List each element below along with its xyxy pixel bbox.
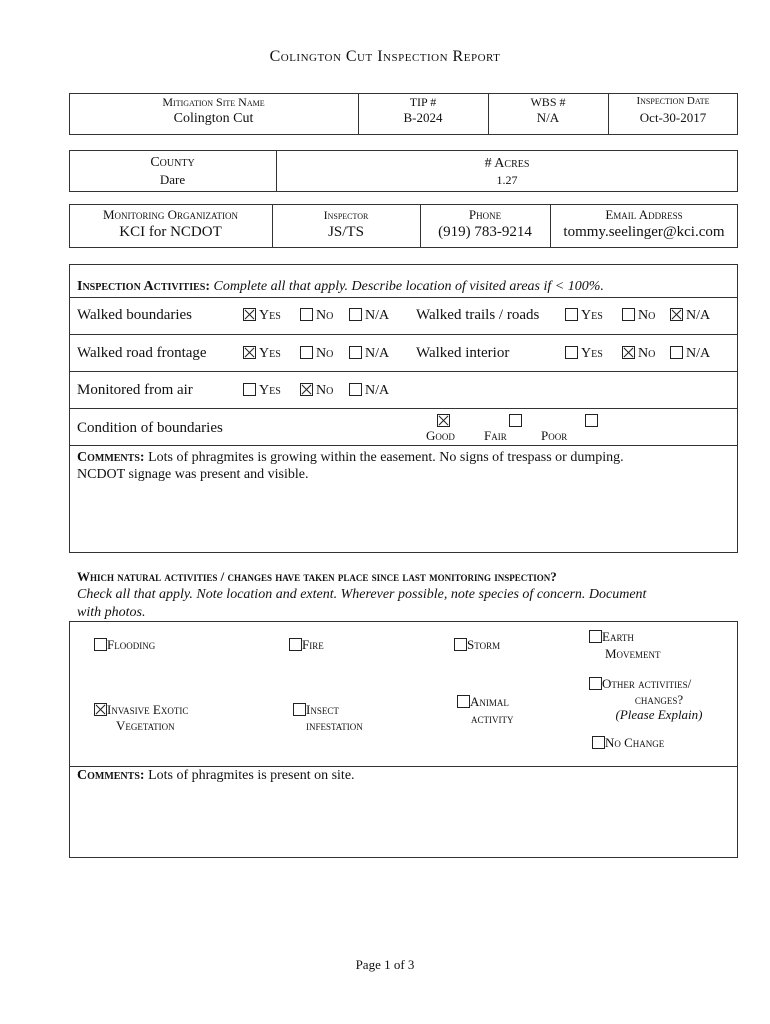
option-yes-label: Yes	[259, 308, 281, 323]
earth-movement-checkbox[interactable]	[589, 630, 602, 643]
other-please-explain: (Please Explain)	[615, 707, 703, 722]
walked-boundaries-no-checkbox[interactable]	[300, 308, 313, 321]
condition-fair-label: Fair	[484, 428, 507, 443]
natural-instructions-line2: with photos.	[77, 605, 146, 620]
inspection-activities-heading: Inspection Activities:	[77, 279, 210, 294]
insect-label-line2: infestation	[306, 718, 363, 733]
walked-road-frontage-no-checkbox[interactable]	[300, 346, 313, 359]
walked-interior-no-checkbox[interactable]	[622, 346, 635, 359]
option-yes-label: Yes	[259, 383, 281, 398]
inspector-value: JS/TS	[328, 224, 364, 240]
report-title: Colington Cut Inspection Report	[269, 48, 501, 65]
animal-activity-checkbox[interactable]	[457, 695, 470, 708]
invasive-label-line2: Vegetation	[116, 718, 175, 733]
option-na-label: N/A	[365, 308, 390, 323]
invasive-label-line1: Invasive Exotic	[107, 702, 189, 717]
inspection-date-label: Inspection Date	[636, 95, 710, 107]
walked-interior-na-checkbox[interactable]	[670, 346, 683, 359]
walked-interior-yes-checkbox[interactable]	[565, 346, 578, 359]
email-value: tommy.seelinger@kci.com	[563, 224, 725, 240]
walked-boundaries-yes-checkbox[interactable]	[243, 308, 256, 321]
condition-good-checkbox[interactable]	[437, 414, 450, 427]
monitored-air-no-checkbox[interactable]	[300, 383, 313, 396]
walked-trails-no-checkbox[interactable]	[622, 308, 635, 321]
storm-checkbox[interactable]	[454, 638, 467, 651]
natural-instructions-line1: Check all that apply. Note location and extent. Wherever possible, note species of concern. Document	[77, 587, 647, 602]
walked-boundaries-label: Walked boundaries	[77, 307, 193, 323]
page-number: Page 1 of 3	[355, 957, 415, 972]
option-yes-label: Yes	[581, 346, 603, 361]
acres-label: # Acres	[484, 156, 530, 171]
walked-trails-yes-checkbox[interactable]	[565, 308, 578, 321]
option-yes-label: Yes	[259, 346, 281, 361]
phone-value: (919) 783-9214	[438, 224, 532, 240]
inspector-label: Inspector	[323, 208, 369, 222]
condition-good-label: Good	[426, 428, 455, 443]
option-no-label: No	[316, 383, 334, 398]
phone-label: Phone	[468, 207, 502, 222]
inspection-comments-line1: Lots of phragmites is growing within the easement. No signs of trespass or dumping.	[148, 450, 624, 465]
condition-poor-checkbox[interactable]	[585, 414, 598, 427]
walked-road-frontage-na-checkbox[interactable]	[349, 346, 362, 359]
inspection-activities-instructions: Complete all that apply. Describe location of visited areas if < 100%.	[213, 279, 604, 294]
insect-infestation-checkbox[interactable]	[293, 703, 306, 716]
county-value: Dare	[159, 172, 186, 187]
insect-label-line1: Insect	[306, 702, 339, 717]
earth-movement-label-line1: Earth	[602, 629, 634, 644]
other-label-line2: changes?	[634, 692, 684, 707]
walked-trails-label: Walked trails / roads	[416, 307, 540, 323]
county-label: County	[150, 155, 195, 170]
no-change-checkbox[interactable]	[592, 736, 605, 749]
option-no-label: No	[638, 346, 656, 361]
option-na-label: N/A	[365, 383, 390, 398]
acres-value: 1.27	[496, 173, 518, 187]
option-na-label: N/A	[686, 346, 711, 361]
wbs-label: WBS #	[530, 95, 566, 109]
tip-label: TIP #	[409, 95, 437, 109]
walked-road-frontage-label: Walked road frontage	[77, 345, 207, 361]
option-na-label: N/A	[365, 346, 390, 361]
other-label-line1: Other activities/	[602, 676, 692, 691]
email-label: Email Address	[605, 207, 683, 222]
inspection-date-value: Oct-30-2017	[639, 110, 707, 125]
animal-label-line1: Animal	[470, 694, 509, 709]
natural-activities-heading: Which natural activities / changes have taken place since last monitoring inspection?	[77, 569, 557, 584]
fire-checkbox[interactable]	[289, 638, 302, 651]
animal-label-line2: activity	[471, 711, 514, 726]
flooding-label: Flooding	[107, 637, 156, 652]
condition-poor-label: Poor	[541, 428, 568, 443]
monitored-air-yes-checkbox[interactable]	[243, 383, 256, 396]
walked-trails-na-checkbox[interactable]	[670, 308, 683, 321]
walked-boundaries-na-checkbox[interactable]	[349, 308, 362, 321]
condition-of-boundaries-label: Condition of boundaries	[77, 420, 223, 436]
organization-label: Monitoring Organization	[102, 207, 239, 222]
walked-interior-label: Walked interior	[416, 345, 510, 361]
invasive-exotic-vegetation-checkbox[interactable]	[94, 703, 107, 716]
option-no-label: No	[316, 308, 334, 323]
storm-label: Storm	[467, 637, 501, 652]
monitored-air-na-checkbox[interactable]	[349, 383, 362, 396]
other-activities-checkbox[interactable]	[589, 677, 602, 690]
option-na-label: N/A	[686, 308, 711, 323]
fire-label: Fire	[302, 637, 324, 652]
natural-comments-text: Lots of phragmites is present on site.	[148, 768, 355, 783]
monitored-from-air-label: Monitored from air	[77, 382, 193, 398]
walked-road-frontage-yes-checkbox[interactable]	[243, 346, 256, 359]
organization-value: KCI for NCDOT	[119, 224, 222, 240]
option-yes-label: Yes	[581, 308, 603, 323]
earth-movement-label-line2: Movement	[605, 646, 661, 661]
condition-fair-checkbox[interactable]	[509, 414, 522, 427]
inspection-comments-line2: NCDOT signage was present and visible.	[77, 467, 309, 482]
site-name-label: Mitigation Site Name	[162, 95, 265, 109]
flooding-checkbox[interactable]	[94, 638, 107, 651]
wbs-value: N/A	[536, 110, 560, 125]
site-name-value: Colington Cut	[173, 111, 254, 126]
option-no-label: No	[316, 346, 334, 361]
tip-value: B-2024	[403, 110, 443, 125]
option-no-label: No	[638, 308, 656, 323]
natural-comments-label: Comments:	[77, 768, 145, 783]
comments-label: Comments:	[77, 450, 145, 465]
no-change-label: No Change	[605, 735, 665, 750]
